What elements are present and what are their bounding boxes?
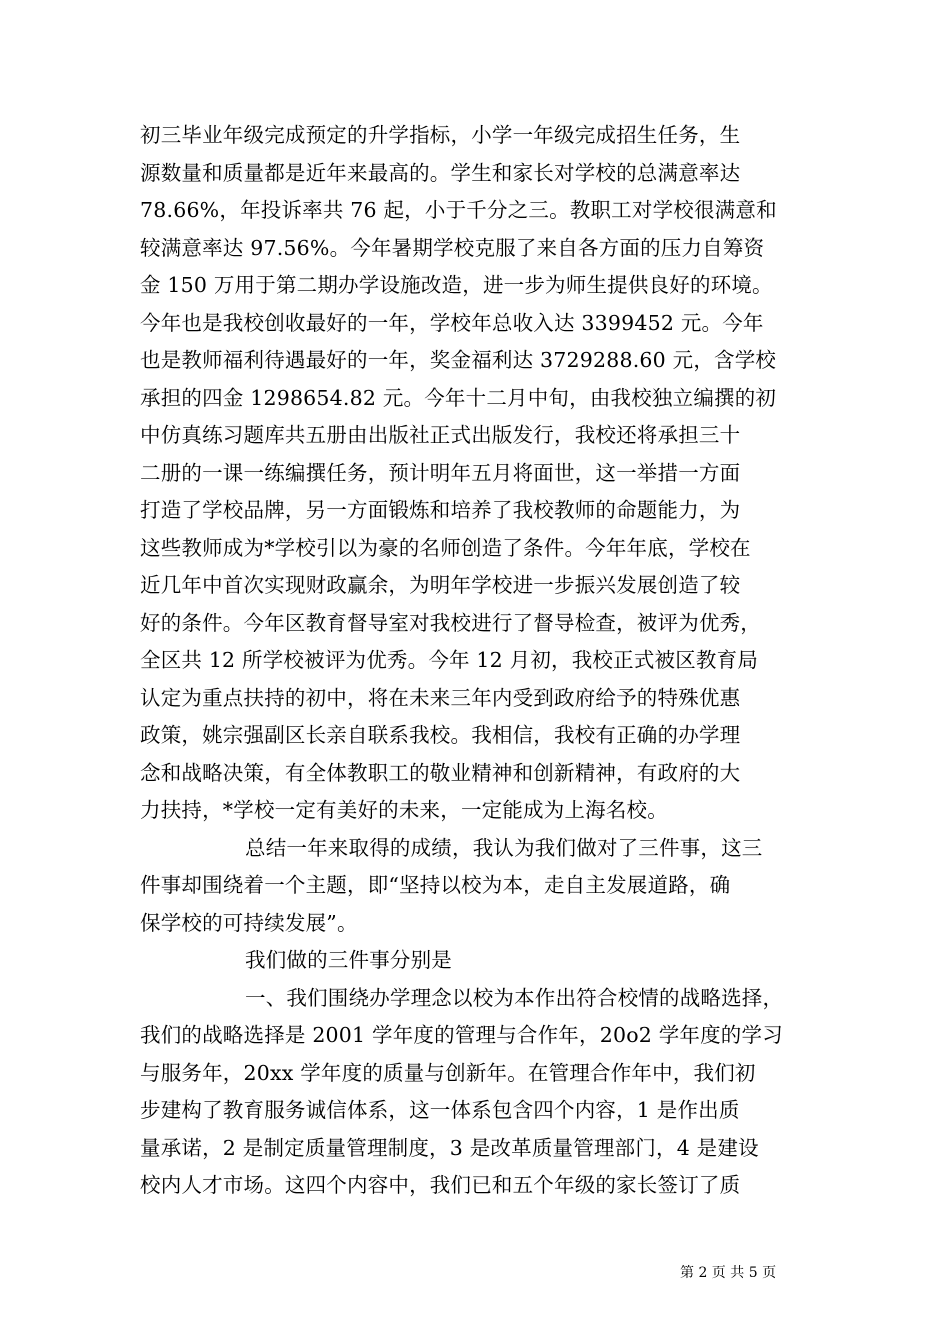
text-line: 全区共 12 所学校被评为优秀。今年 12 月初，我校正式被区教育局 — [140, 648, 759, 672]
text-line: 认定为重点扶持的初中，将在未来三年内受到政府给予的特殊优惠 — [140, 685, 741, 710]
text-line: 金 150 万用于第二期办学设施改造，进一步为师生提供良好的环境。 — [140, 273, 773, 297]
text-line: 承担的四金 1298654.82 元。今年十二月中旬，由我校独立编撰的初 — [140, 385, 777, 410]
text-line: 步建构了教育服务诚信体系，这一体系包含四个内容，1 是作出质 — [140, 1098, 740, 1122]
paragraph-start-line: 一、我们围绕办学理念以校为本作出符合校情的战略选择， — [245, 985, 784, 1010]
text-line: 量承诺，2 是制定质量管理制度，3 是改革质量管理部门，4 是建设 — [140, 1135, 759, 1160]
text-line: 校内人才市场。这四个内容中，我们已和五个年级的家长签订了质 — [140, 1173, 741, 1197]
paragraph-start-line: 总结一年来取得的成绩，我认为我们做对了三件事，这三 — [245, 835, 763, 860]
text-line: 我们的战略选择是 2001 学年度的管理与合作年，20o2 学年度的学习 — [140, 1023, 783, 1047]
text-line: 78.66%，年投诉率共 76 起，小于千分之三。教职工对学校很满意和 — [140, 198, 777, 222]
text-line: 也是教师福利待遇最好的一年，奖金福利达 3729288.60 元，含学校 — [140, 348, 777, 372]
text-line: 件事却围绕着一个主题，即“坚持以校为本，走自主发展道路，确 — [140, 873, 731, 897]
text-line: 念和战略决策，有全体教职工的敬业精神和创新精神，有政府的大 — [140, 760, 741, 785]
text-line: 初三毕业年级完成预定的升学指标，小学一年级完成招生任务，生 — [140, 123, 741, 147]
text-line: 这些教师成为*学校引以为豪的名师创造了条件。今年年底，学校在 — [140, 535, 751, 560]
paragraph-start-line: 我们做的三件事分别是 — [245, 948, 452, 972]
text-line: 中仿真练习题库共五册由出版社正式出版发行，我校还将承担三十 — [140, 423, 741, 447]
text-line: 二册的一课一练编撰任务，预计明年五月将面世，这一举措一方面 — [140, 460, 741, 485]
text-line: 打造了学校品牌，另一方面锻炼和培养了我校教师的命题能力，为 — [140, 498, 741, 522]
body-text — [140, 117, 830, 1205]
text-line: 源数量和质量都是近年来最高的。学生和家长对学校的总满意率达 — [140, 160, 741, 185]
text-line: 力扶持，*学校一定有美好的未来，一定能成为上海名校。 — [140, 798, 668, 822]
text-line: 今年也是我校创收最好的一年，学校年总收入达 3399452 元。今年 — [140, 310, 764, 335]
text-line: 好的条件。今年区教育督导室对我校进行了督导检查，被评为优秀， — [140, 610, 761, 635]
text-line: 较满意率达 97.56%。今年暑期学校克服了来自各方面的压力自筹资 — [140, 235, 765, 260]
text-line: 近几年中首次实现财政赢余，为明年学校进一步振兴发展创造了较 — [140, 573, 741, 597]
text-line: 政策，姚宗强副区长亲自联系我校。我相信，我校有正确的办学理 — [140, 723, 741, 747]
page-number-footer: 第 2 页 共 5 页 — [680, 1265, 777, 1281]
text-line: 与服务年，20xx 学年度的质量与创新年。在管理合作年中，我们初 — [140, 1060, 756, 1085]
text-line: 保学校的可持续发展”。 — [140, 910, 358, 935]
